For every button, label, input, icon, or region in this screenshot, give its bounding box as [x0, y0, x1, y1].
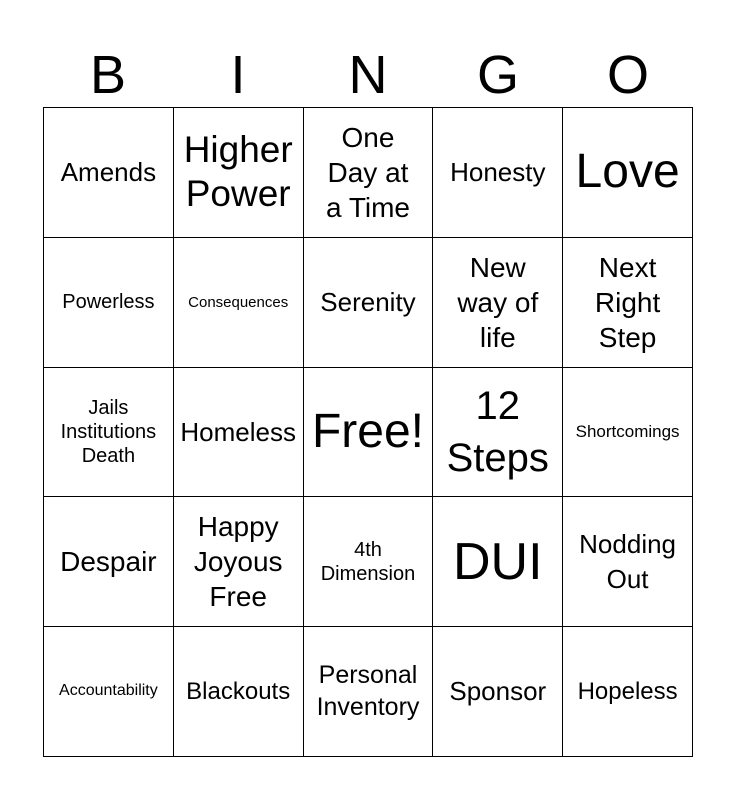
header-letter-o: O: [606, 45, 649, 105]
header-letter-i: I: [230, 45, 246, 105]
cell-text: Love: [575, 145, 680, 198]
cell-text: Shortcomings: [575, 422, 680, 442]
bingo-cell[interactable]: [304, 627, 434, 757]
cell-text: Sponsor: [449, 676, 547, 707]
cell-text: Powerless: [62, 291, 155, 314]
bingo-cell[interactable]: [174, 627, 304, 757]
bingo-cell[interactable]: [174, 108, 304, 238]
bingo-cell[interactable]: [174, 368, 304, 498]
header-letter-g: G: [476, 45, 519, 105]
bingo-cell[interactable]: [433, 627, 563, 757]
cell-text: DUI: [453, 532, 543, 591]
cell-text: Nodding Out: [579, 528, 677, 594]
bingo-cell[interactable]: [174, 497, 304, 627]
cell-text: Consequences: [188, 293, 289, 311]
cell-text: Higher Power: [183, 129, 293, 215]
bingo-cell[interactable]: [563, 497, 693, 627]
bingo-cell[interactable]: [44, 368, 174, 498]
cell-text: Amends: [60, 157, 157, 188]
cell-text: 4th Dimension: [320, 538, 416, 585]
cell-text: Homeless: [180, 416, 296, 447]
cell-text: Serenity: [320, 286, 416, 317]
bingo-cell[interactable]: [44, 627, 174, 757]
bingo-cell[interactable]: [563, 108, 693, 238]
bingo-board: [43, 107, 693, 757]
bingo-cell[interactable]: [304, 238, 434, 368]
bingo-cell[interactable]: [563, 368, 693, 498]
free-space-text: Free!: [311, 404, 424, 458]
bingo-cell[interactable]: [433, 238, 563, 368]
bingo-cell[interactable]: [563, 238, 693, 368]
cell-text: Hopeless: [577, 677, 678, 705]
bingo-cell[interactable]: [44, 108, 174, 238]
cell-text: New way of life: [457, 251, 539, 353]
cell-text: One Day at a Time: [325, 121, 410, 223]
bingo-cell[interactable]: [44, 497, 174, 627]
header-letter-b: B: [89, 45, 127, 105]
bingo-cell[interactable]: [304, 368, 434, 498]
header-letter-n: N: [348, 45, 388, 105]
bingo-cell[interactable]: [433, 497, 563, 627]
cell-text: Happy Joyous Free: [193, 511, 283, 613]
bingo-cell[interactable]: [433, 368, 563, 498]
bingo-cell[interactable]: [563, 627, 693, 757]
bingo-cell[interactable]: [44, 238, 174, 368]
bingo-cell[interactable]: [304, 497, 434, 627]
cell-text: Despair: [60, 546, 157, 578]
cell-text: Blackouts: [186, 677, 291, 705]
cell-text: Next Right Step: [594, 251, 661, 353]
bingo-cell[interactable]: [433, 108, 563, 238]
cell-text: 12 Steps: [446, 383, 549, 480]
bingo-cell[interactable]: [174, 238, 304, 368]
bingo-header: [43, 44, 693, 106]
cell-text: Accountability: [59, 682, 158, 700]
cell-text: Jails Institutions Death: [60, 396, 157, 467]
cell-text: Personal Inventory: [316, 661, 420, 721]
bingo-cell[interactable]: [304, 108, 434, 238]
cell-text: Honesty: [450, 157, 546, 188]
